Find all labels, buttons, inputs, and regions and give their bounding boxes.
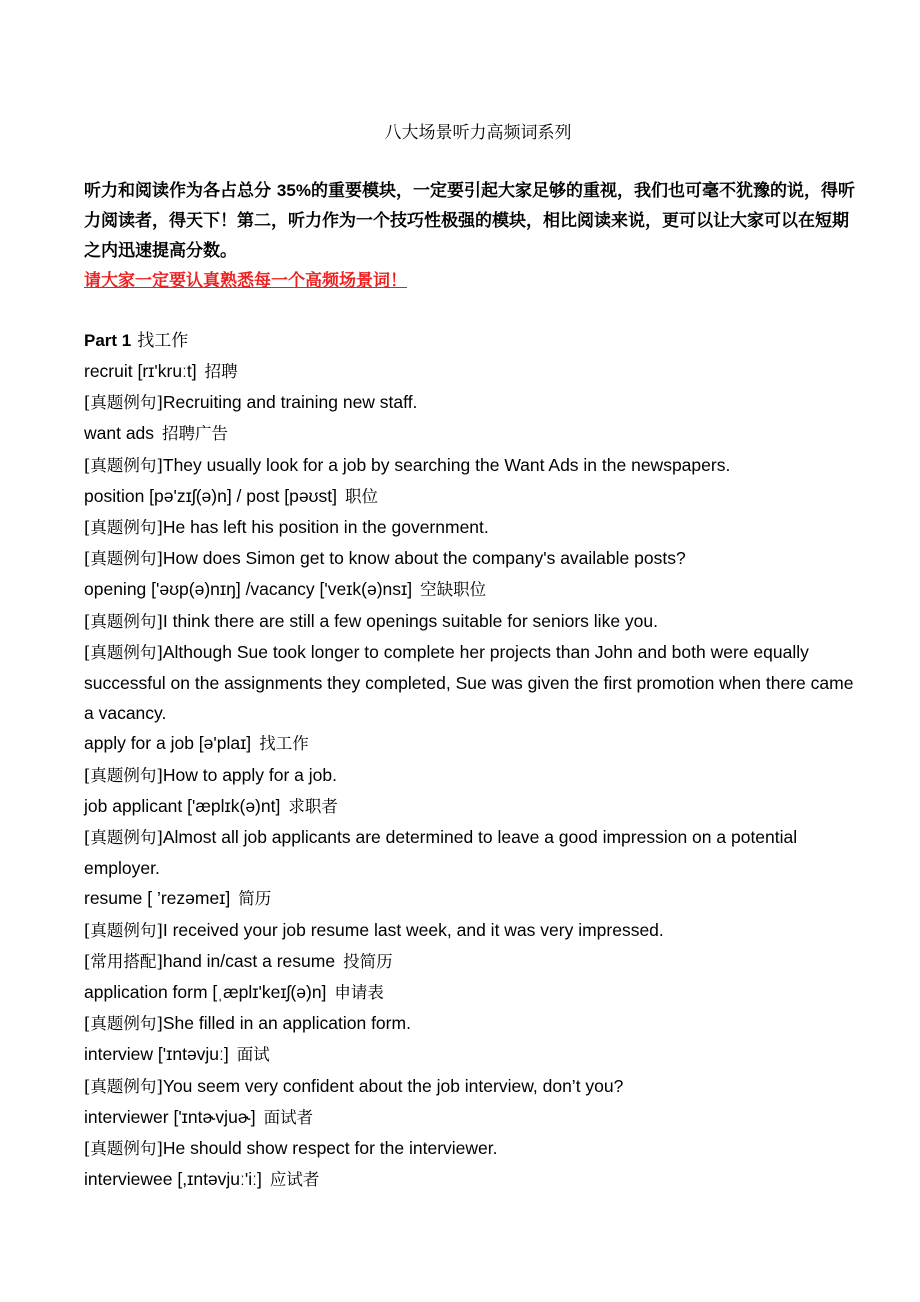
vocab-entry (84, 791, 860, 822)
example-tag: [真题例句] (84, 549, 163, 569)
example-text: She filled in an application form. (162, 1013, 411, 1034)
vocab-term: position [pə'zɪʃ(ə)n] / post [pəʊst] (84, 485, 337, 506)
example-tag: [真题例句] (84, 920, 163, 940)
example-sentence (84, 1071, 860, 1102)
example-tag: [真题例句] (84, 1014, 163, 1034)
vocab-entry (84, 481, 860, 512)
example-text: How does Simon get to know about the company's available posts? (162, 548, 686, 569)
vocab-entry (84, 977, 860, 1008)
document-title: 八大场景听力高频词系列 (384, 123, 572, 143)
vocab-meaning: 应试者 (269, 1170, 320, 1190)
vocab-entry (84, 728, 860, 759)
example-text: You seem very confident about the job interview, don’t you? (162, 1075, 624, 1096)
example-sentence (84, 543, 860, 574)
part-heading (84, 326, 188, 356)
vocab-entry (84, 574, 860, 605)
alert-note: 请大家一定要认真熟悉每一个高频场景词！ (84, 271, 407, 291)
vocab-entry (84, 418, 860, 449)
intro-percent: 35% (276, 181, 311, 200)
vocab-meaning: 申请表 (334, 983, 384, 1003)
example-sentence (84, 760, 860, 791)
example-sentence (84, 915, 860, 946)
vocab-term: interview ['ɪntəvjuː] (84, 1044, 229, 1065)
example-text: I received your job resume last week, and it was very impressed. (162, 919, 664, 940)
vocab-meaning: 简历 (238, 889, 272, 909)
vocab-term: application form [ˌæplɪ'keɪʃ(ə)n] (84, 982, 327, 1003)
vocab-term: want ads (84, 423, 155, 444)
vocab-meaning: 招聘 (204, 362, 238, 381)
vocab-term: opening ['əʊp(ə)nɪŋ] /vacancy ['veɪk(ə)nsɪ] (84, 579, 413, 600)
example-sentence (84, 450, 860, 481)
example-tag: [真题例句] (84, 518, 163, 538)
example-text: He has left his position in the government. (162, 517, 489, 538)
vocab-entry (84, 1039, 860, 1070)
part-title: 找工作 (137, 331, 189, 351)
example-text: I think there are still a few openings suitable for seniors like you. (162, 610, 658, 631)
example-tag: [真题例句] (84, 1076, 163, 1096)
vocab-term: resume [ ’rezəmeɪ] (84, 888, 231, 909)
collocation-text: hand in/cast a resume (162, 950, 336, 971)
example-tag: [真题例句] (84, 828, 163, 848)
vocab-meaning: 面试者 (263, 1107, 314, 1127)
vocab-entry (84, 883, 860, 914)
vocab-meaning: 空缺职位 (420, 580, 487, 600)
vocab-meaning: 求职者 (288, 796, 338, 816)
collocation-entry (84, 946, 860, 977)
example-tag: [真题例句] (84, 611, 163, 631)
example-tag: [真题例句] (84, 642, 163, 662)
vocab-term: job applicant ['æplɪk(ə)nt] (84, 795, 281, 816)
example-text: He should show respect for the interviewer. (162, 1138, 498, 1159)
vocabulary-list (84, 356, 860, 1195)
example-text: They usually look for a job by searching the Want Ads in the newspapers. (162, 454, 731, 475)
vocab-meaning: 职位 (344, 486, 378, 506)
vocab-entry (84, 1164, 860, 1195)
example-tag: [真题例句] (84, 455, 163, 475)
intro-paragraph (84, 176, 860, 266)
part-label: Part 1 (84, 331, 132, 350)
example-sentence (84, 512, 860, 543)
vocab-meaning: 找工作 (259, 734, 309, 754)
vocab-meaning: 面试 (236, 1045, 270, 1065)
intro-text-after: 的重要模块，一定要引起大家足够的重视，我们也可毫不犹豫的说，得听力阅读者，得天下！第二，听力作为一个技巧性极强的模块，相比阅读来说，更可以让大家可以在短期之内迅速提高分数。 (84, 181, 855, 261)
vocab-term: apply for a job [ə'plaɪ] (84, 733, 252, 754)
example-sentence (84, 1008, 860, 1039)
collocation-tag: [常用搭配] (84, 951, 163, 971)
collocation-meaning: 投简历 (343, 951, 393, 971)
example-sentence (84, 1133, 860, 1164)
vocab-term: interviewee [,ɪntəvjuː'iː] (84, 1169, 262, 1190)
example-text: Recruiting and training new staff. (162, 392, 418, 413)
intro-text-before: 听力和阅读作为各占总分 (84, 181, 271, 201)
vocab-entry (84, 356, 860, 387)
example-text: Although Sue took longer to complete her projects than John and both were equally successful on the assignments they completed, Sue was given the first promotion when there came a vacancy. (84, 641, 854, 724)
example-text: How to apply for a job. (162, 764, 337, 785)
example-sentence (84, 387, 860, 418)
example-tag: [真题例句] (84, 393, 163, 413)
vocab-term: interviewer ['ɪntɚvjuɚ] (84, 1106, 256, 1127)
vocab-entry (84, 1102, 860, 1133)
example-sentence (84, 822, 860, 883)
example-sentence (84, 606, 860, 637)
example-tag: [真题例句] (84, 1139, 163, 1159)
example-tag: [真题例句] (84, 765, 163, 785)
example-text: Almost all job applicants are determined to leave a good impression on a potential employer. (84, 827, 798, 879)
example-sentence (84, 637, 860, 729)
vocab-meaning: 招聘广告 (162, 424, 229, 444)
vocab-term: recruit [rɪ'kruːt] (84, 361, 197, 381)
